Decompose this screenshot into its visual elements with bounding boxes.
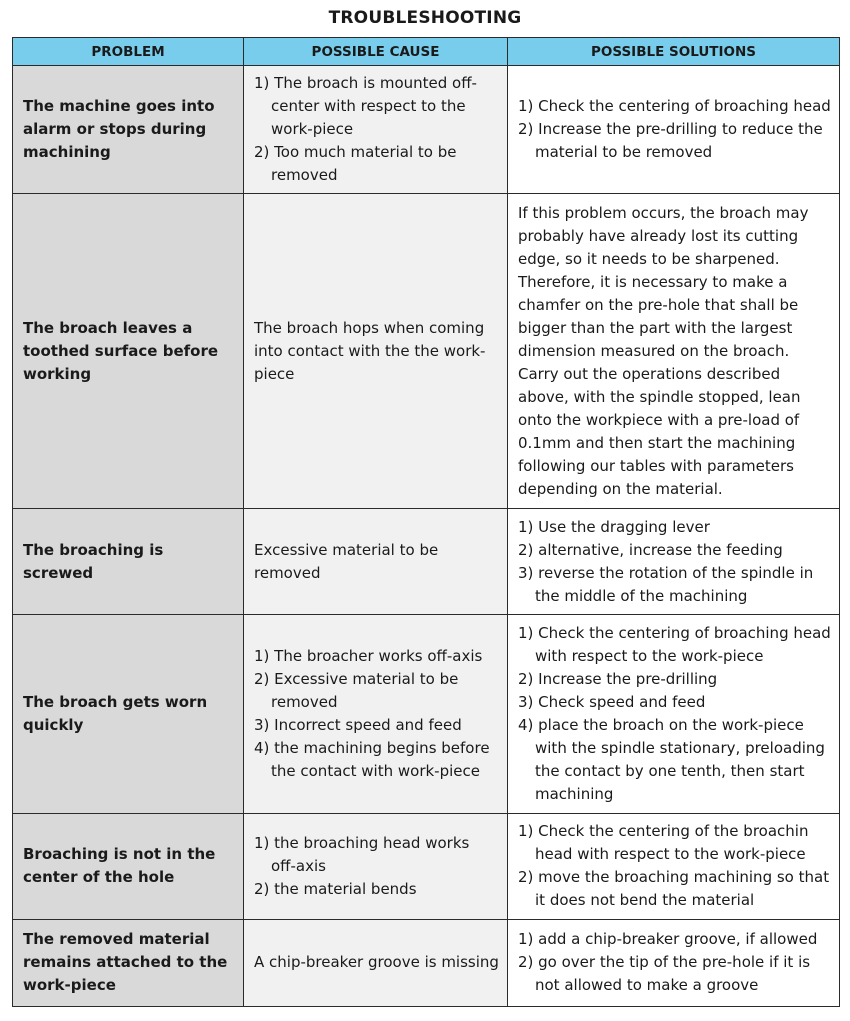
cause-cell bbox=[244, 508, 508, 614]
problem-cell: The machine goes into alarm or stops during machining bbox=[13, 66, 244, 194]
solution-cell bbox=[508, 508, 840, 614]
solution-list bbox=[518, 820, 831, 912]
header-possible-solutions: POSSIBLE SOLUTIONS bbox=[508, 38, 840, 66]
solution-list bbox=[518, 928, 831, 997]
cause-item: 2) Too much material to be removed bbox=[254, 143, 457, 185]
cause-item: 1) the broaching head works off-axis bbox=[254, 833, 470, 875]
cause-cell bbox=[244, 66, 508, 194]
problem-cell: Broaching is not in the center of the hole bbox=[13, 813, 244, 919]
cause-list bbox=[254, 72, 499, 187]
solution-list bbox=[518, 95, 831, 164]
cause-cell bbox=[244, 813, 508, 919]
solution-cell bbox=[508, 194, 840, 509]
solution-item: 2) go over the tip of the pre-hole if it is not allowed to make a groove bbox=[518, 953, 811, 995]
header-problem: PROBLEM bbox=[13, 38, 244, 66]
cause-text: The broach hops when coming into contact with the the work-piece bbox=[254, 318, 486, 383]
solution-item: 3) reverse the rotation of the spindle in the middle of the machining bbox=[518, 563, 814, 605]
cause-cell bbox=[244, 615, 508, 813]
page-title: TROUBLESHOOTING bbox=[328, 8, 522, 28]
cause-item: 2) Excessive material to be removed bbox=[254, 669, 459, 711]
cause-cell bbox=[244, 919, 508, 1006]
solution-cell bbox=[508, 615, 840, 813]
solution-cell bbox=[508, 813, 840, 919]
problem-cell: The removed material remains attached to the work-piece bbox=[13, 919, 244, 1006]
solution-item: 1) add a chip-breaker groove, if allowed bbox=[518, 930, 818, 949]
troubleshooting-table bbox=[12, 37, 840, 1007]
solution-item: 4) place the broach on the work-piece with the spindle stationary, preloading the contact by one tenth, then start machining bbox=[518, 715, 825, 803]
cause-cell bbox=[244, 194, 508, 509]
solution-list bbox=[518, 516, 831, 608]
table-row bbox=[13, 508, 840, 614]
cause-list bbox=[254, 645, 499, 783]
problem-cell: The broaching is screwed bbox=[13, 508, 244, 614]
solution-list bbox=[518, 622, 831, 806]
cause-item: 1) The broach is mounted off-center with respect to the work-piece bbox=[254, 74, 477, 139]
solution-item: 1) Check the centering of broaching head with respect to the work-piece bbox=[518, 623, 831, 665]
table-row bbox=[13, 66, 840, 194]
solution-item: 2) Increase the pre-drilling to reduce the material to be removed bbox=[518, 120, 823, 162]
solution-text: If this problem occurs, the broach may probably have already lost its cutting edge, so it needs to be sharpened. Therefore, it is necessary to make a chamfer on the pre-hole that shall be bigger than the part with the largest dimension measured on the broach. Carry out the operations described above, with the spindle stopped, lean onto the workpiece with a pre-load of 0.1mm and then start the machining following our tables with parameters depending on the material. bbox=[518, 203, 809, 498]
table-header-row bbox=[13, 38, 840, 66]
cause-text: Excessive material to be removed bbox=[254, 540, 439, 582]
cause-item: 1) The broacher works off-axis bbox=[254, 646, 483, 665]
table-row bbox=[13, 919, 840, 1006]
solution-item: 3) Check speed and feed bbox=[518, 692, 706, 711]
table-row bbox=[13, 615, 840, 813]
header-possible-cause: POSSIBLE CAUSE bbox=[244, 38, 508, 66]
cause-text: A chip-breaker groove is missing bbox=[254, 953, 499, 972]
solution-item: 1) Check the centering of the broachin head with respect to the work-piece bbox=[518, 822, 809, 864]
table-row bbox=[13, 194, 840, 509]
solution-cell bbox=[508, 66, 840, 194]
cause-item: 3) Incorrect speed and feed bbox=[254, 715, 462, 734]
solution-item: 1) Check the centering of broaching head bbox=[518, 97, 831, 116]
cause-item: 4) the machining begins before the contact with work-piece bbox=[254, 738, 490, 780]
solution-item: 1) Use the dragging lever bbox=[518, 517, 710, 536]
solution-item: 2) move the broaching machining so that it does not bend the material bbox=[518, 868, 830, 910]
problem-cell: The broach leaves a toothed surface before working bbox=[13, 194, 244, 509]
solution-cell bbox=[508, 919, 840, 1006]
cause-list bbox=[254, 832, 499, 901]
table-row bbox=[13, 813, 840, 919]
solution-item: 2) alternative, increase the feeding bbox=[518, 540, 783, 559]
problem-cell: The broach gets worn quickly bbox=[13, 615, 244, 813]
cause-item: 2) the material bends bbox=[254, 879, 417, 898]
solution-item: 2) Increase the pre-drilling bbox=[518, 669, 718, 688]
